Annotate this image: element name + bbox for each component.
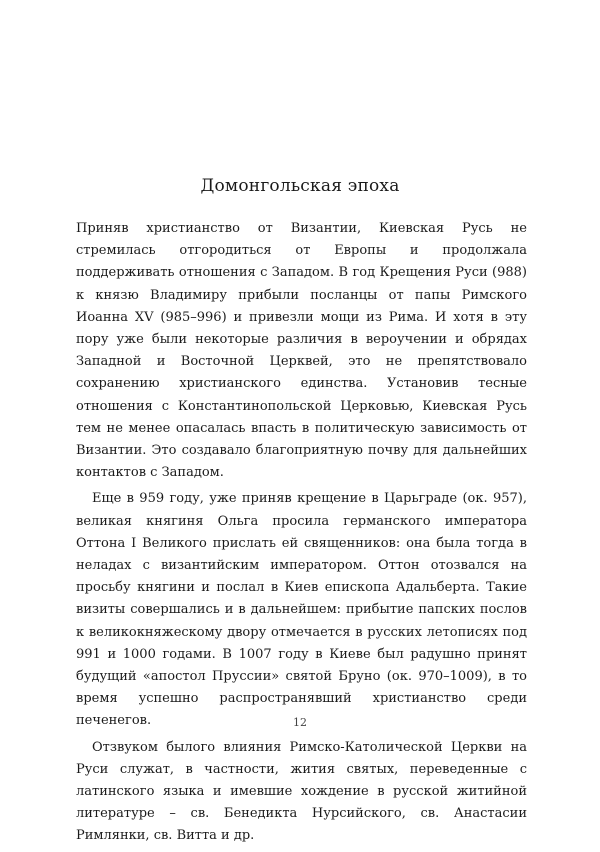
chapter-title: Домонгольская эпоха: [200, 176, 400, 196]
chapter-body: [76, 218, 527, 852]
paragraph-2: Еще в 959 году, уже приняв крещение в Царьграде (ок. 957), великая княгиня Ольга просила германского императора Оттона I Великого прислать ей священников: она была тогда в неладах с византийским императором. Оттон отозвался на просьбу княгини и послал в Киев епископа Адальберта. Такие визиты совершались и в дальнейшем: прибытие папских послов к великокняжескому двору отмечается в русских летописях под 991 и 1000 годами. В 1007 году в Киеве был радушно принят будущий «апостол Пруссии» святой Бруно (ок. 970–1009), в то время успешно распространявший христианство среди печенегов.: [76, 491, 527, 729]
page-number: 12: [293, 716, 307, 729]
paragraph-1: Приняв христианство от Византии, Киевская Русь не стремилась отгородиться от Европы и продолжала поддерживать отношения с Западом. В год Крещения Руси (988) к князю Владимиру прибыли посланцы от папы Римского Иоанна XV (985–996) и привезли мощи из Рима. И хотя в эту пору уже были некоторые различия в вероучении и обрядах Западной и Восточной Церквей, это не препятствовало сохранению христианского единства. Установив тесные отношения с Константинопольской Церковью, Киевская Русь тем не менее опасалась впасть в политическую зависимость от Византии. Это создавало благоприятную почву для дальнейших контактов с Западом.: [76, 221, 527, 481]
paragraph-3: Отзвуком былого влияния Римско-Католической Церкви на Руси служат, в частности, жития святых, переведенные с латинского языка и имевшие хождение в русской житийной литературе – св. Бенедикта Нурсийского, св. Анастасии Римлянки, св. Витта и др.: [76, 739, 527, 844]
